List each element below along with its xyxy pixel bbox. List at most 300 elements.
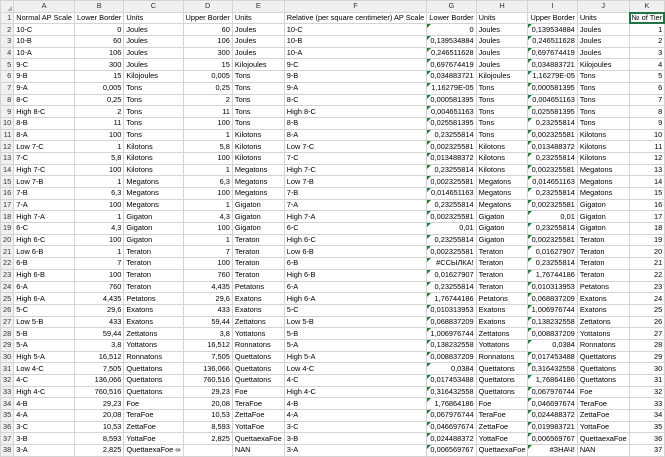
cell[interactable]: ZettaFoe (232, 410, 284, 422)
cell[interactable]: High 6-A (14, 293, 75, 305)
cell[interactable]: 15 (629, 188, 665, 200)
cell[interactable]: 0,013488372 (427, 152, 476, 164)
cell[interactable]: 6-C (284, 223, 426, 235)
cell[interactable]: QuettaexaFoe (577, 433, 629, 445)
cell[interactable]: Megatons (476, 188, 528, 200)
cell[interactable]: Megatons (476, 176, 528, 188)
cell[interactable]: 0,034883721 (528, 59, 577, 71)
cell[interactable]: 8-B (14, 117, 75, 129)
cell[interactable]: Yottatons (232, 328, 284, 340)
cell[interactable]: Exatons (577, 304, 629, 316)
cell[interactable]: 27 (629, 328, 665, 340)
cell[interactable]: 10-B (14, 36, 75, 48)
cell[interactable]: Teraton (577, 246, 629, 258)
cell[interactable]: 0,23255814 (427, 234, 476, 246)
cell[interactable]: Tons (232, 117, 284, 129)
cell[interactable]: 15 (183, 59, 232, 71)
row-header[interactable]: 37 (1, 433, 14, 445)
cell[interactable]: 0,013488372 (528, 141, 577, 153)
cell[interactable]: 59,44 (183, 316, 232, 328)
cell[interactable]: Teraton (232, 234, 284, 246)
cell[interactable]: Tons (476, 117, 528, 129)
header-cell[interactable]: Upper Border (183, 12, 232, 24)
cell[interactable]: Kilotons (577, 152, 629, 164)
cell[interactable]: 32 (629, 386, 665, 398)
cell[interactable]: Quettatons (476, 363, 528, 375)
row-header[interactable]: 29 (1, 339, 14, 351)
cell[interactable]: YottaFoe (232, 421, 284, 433)
cell[interactable]: 0,01627907 (427, 269, 476, 281)
cell[interactable]: Kilojoules (124, 71, 183, 83)
header-cell[interactable]: № of Tier (629, 12, 665, 24)
cell[interactable]: 12 (629, 152, 665, 164)
row-header[interactable]: 7 (1, 82, 14, 94)
cell[interactable]: 0,008837209 (528, 328, 577, 340)
cell[interactable]: Megatons (232, 164, 284, 176)
cell[interactable]: 0,006569767 (427, 445, 476, 457)
cell[interactable]: QuettaexaFoe (476, 445, 528, 457)
cell[interactable]: 1 (74, 246, 123, 258)
cell[interactable]: 106 (74, 47, 123, 59)
cell[interactable]: 5-C (284, 304, 426, 316)
cell[interactable]: 1 (183, 129, 232, 141)
cell[interactable]: 11 (74, 117, 123, 129)
cell[interactable]: Tons (232, 71, 284, 83)
cell[interactable]: 6-A (284, 281, 426, 293)
cell[interactable]: 9-A (284, 82, 426, 94)
column-header-j[interactable]: J (577, 1, 629, 13)
cell[interactable]: 16 (629, 199, 665, 211)
row-header[interactable]: 32 (1, 375, 14, 387)
cell[interactable]: 0,246511628 (528, 36, 577, 48)
cell[interactable]: Teraton (124, 246, 183, 258)
cell[interactable]: Kilotons (124, 152, 183, 164)
cell[interactable]: Kilotons (476, 164, 528, 176)
cell[interactable]: High 5-A (284, 351, 426, 363)
cell[interactable]: 0,01 (528, 211, 577, 223)
cell[interactable]: 36 (629, 433, 665, 445)
column-header-f[interactable]: F (284, 1, 426, 13)
cell[interactable]: 31 (629, 375, 665, 387)
column-header-b[interactable]: B (74, 1, 123, 13)
cell[interactable]: 26 (629, 316, 665, 328)
cell[interactable]: 5-A (14, 339, 75, 351)
row-header[interactable]: 17 (1, 199, 14, 211)
cell[interactable]: 0,139534884 (528, 24, 577, 36)
cell[interactable]: Megatons (232, 188, 284, 200)
cell[interactable]: 1 (183, 164, 232, 176)
cell[interactable]: Low 7-B (284, 176, 426, 188)
cell[interactable]: 1 (74, 141, 123, 153)
header-cell[interactable]: Units (476, 12, 528, 24)
select-all-corner[interactable] (1, 1, 14, 13)
cell[interactable]: 433 (183, 304, 232, 316)
header-cell[interactable]: Units (232, 12, 284, 24)
cell[interactable]: Exatons (232, 293, 284, 305)
cell[interactable]: 22 (629, 269, 665, 281)
cell[interactable]: 9-B (284, 71, 426, 83)
cell[interactable]: Kilotons (476, 152, 528, 164)
cell[interactable]: High 6-B (14, 269, 75, 281)
cell[interactable]: 0,010313953 (427, 304, 476, 316)
cell[interactable]: 1 (74, 176, 123, 188)
row-header[interactable]: 12 (1, 141, 14, 153)
cell[interactable]: Megatons (124, 188, 183, 200)
cell[interactable]: 0,006569767 (528, 433, 577, 445)
cell[interactable]: 7-C (14, 152, 75, 164)
cell[interactable]: 29 (629, 351, 665, 363)
cell[interactable]: 0,138232558 (427, 339, 476, 351)
cell[interactable]: YottaFoe (476, 433, 528, 445)
column-header-c[interactable]: C (124, 1, 183, 13)
row-header[interactable]: 31 (1, 363, 14, 375)
cell[interactable]: 37 (629, 445, 665, 457)
cell[interactable]: Tons (476, 106, 528, 118)
row-header[interactable]: 10 (1, 117, 14, 129)
cell[interactable]: 7 (74, 258, 123, 270)
cell[interactable]: High 6-A (284, 293, 426, 305)
cell[interactable]: 3-A (14, 445, 75, 457)
cell[interactable]: Exatons (232, 304, 284, 316)
row-header[interactable]: 35 (1, 410, 14, 422)
cell[interactable]: 1 (183, 199, 232, 211)
cell[interactable]: 100 (183, 152, 232, 164)
cell[interactable]: YottaFoe (124, 433, 183, 445)
row-header[interactable]: 4 (1, 47, 14, 59)
row-header[interactable]: 3 (1, 36, 14, 48)
cell[interactable]: 9-C (14, 59, 75, 71)
cell[interactable]: 28 (629, 339, 665, 351)
cell[interactable]: 17 (629, 211, 665, 223)
cell[interactable]: 0,002325581 (427, 211, 476, 223)
cell[interactable]: 0,000581395 (427, 94, 476, 106)
cell[interactable]: 0,068837209 (427, 316, 476, 328)
cell[interactable]: Gigaton (124, 223, 183, 235)
cell[interactable]: 6-C (14, 223, 75, 235)
cell[interactable]: 0,246511628 (427, 47, 476, 59)
cell[interactable]: Teraton (124, 281, 183, 293)
cell[interactable]: QuettaexaFoe (232, 433, 284, 445)
cell[interactable]: Gigaton (577, 211, 629, 223)
cell[interactable]: 11 (629, 141, 665, 153)
row-header[interactable]: 15 (1, 176, 14, 188)
cell[interactable]: Petatons (124, 293, 183, 305)
row-header[interactable]: 33 (1, 386, 14, 398)
cell[interactable]: 0,316432558 (427, 386, 476, 398)
cell[interactable]: Joules (577, 47, 629, 59)
cell[interactable]: 4,3 (74, 223, 123, 235)
cell[interactable]: 100 (183, 258, 232, 270)
cell[interactable]: 23 (629, 281, 665, 293)
cell[interactable]: 100 (74, 234, 123, 246)
cell[interactable]: Gigaton (124, 211, 183, 223)
cell[interactable]: 29,6 (183, 293, 232, 305)
cell[interactable]: Tons (577, 106, 629, 118)
cell[interactable]: 5-B (14, 328, 75, 340)
cell[interactable]: Quettatons (577, 363, 629, 375)
cell[interactable]: Low 5-B (284, 316, 426, 328)
cell[interactable]: Gigaton (232, 199, 284, 211)
cell[interactable]: Exatons (124, 316, 183, 328)
cell[interactable]: 0 (74, 24, 123, 36)
cell[interactable]: 10-A (14, 47, 75, 59)
cell[interactable]: 9-C (284, 59, 426, 71)
cell[interactable]: Zettatons (577, 316, 629, 328)
cell[interactable]: 136,066 (183, 363, 232, 375)
cell[interactable]: 0,008837209 (427, 351, 476, 363)
cell[interactable]: Teraton (476, 258, 528, 270)
cell[interactable]: 0,067976744 (528, 386, 577, 398)
cell[interactable]: 0,025581395 (427, 117, 476, 129)
cell[interactable]: 1,006976744 (528, 304, 577, 316)
cell[interactable]: 1 (629, 24, 665, 36)
cell[interactable]: Megatons (577, 164, 629, 176)
cell[interactable]: 8-A (14, 129, 75, 141)
cell[interactable]: High 8-C (284, 106, 426, 118)
cell[interactable]: High 7-A (14, 211, 75, 223)
cell[interactable]: 0,046697674 (528, 398, 577, 410)
cell[interactable]: 59,44 (74, 328, 123, 340)
cell[interactable]: TeraFoe (124, 410, 183, 422)
cell[interactable]: Quettatons (124, 363, 183, 375)
cell[interactable]: 0,23255814 (528, 117, 577, 129)
cell[interactable]: Tons (476, 94, 528, 106)
cell[interactable]: 3-C (14, 421, 75, 433)
cell[interactable]: 0,017453488 (528, 351, 577, 363)
cell[interactable]: 10-C (14, 24, 75, 36)
cell[interactable]: NAN (232, 445, 284, 457)
row-header[interactable]: 20 (1, 234, 14, 246)
cell[interactable]: Tons (476, 129, 528, 141)
cell[interactable]: Quettatons (476, 386, 528, 398)
cell[interactable]: 2 (74, 106, 123, 118)
cell[interactable]: Joules (476, 36, 528, 48)
cell[interactable]: 5-C (14, 304, 75, 316)
cell[interactable]: Joules (124, 59, 183, 71)
cell[interactable]: #ССЫЛКА! (427, 258, 476, 270)
header-cell[interactable]: Relative (per square centimeter) AP Scale (284, 12, 426, 24)
cell[interactable]: 2,825 (74, 445, 123, 457)
cell[interactable]: Megatons (577, 188, 629, 200)
cell[interactable]: 0,067976744 (427, 410, 476, 422)
cell[interactable]: 0,014651163 (427, 188, 476, 200)
cell[interactable]: 1,006976744 (427, 328, 476, 340)
cell[interactable]: 0,004651163 (528, 94, 577, 106)
cell[interactable]: 0,005 (183, 71, 232, 83)
cell[interactable]: Tons (124, 94, 183, 106)
cell[interactable]: Yottatons (577, 328, 629, 340)
cell[interactable]: 0,005 (74, 82, 123, 94)
cell[interactable]: Tons (476, 82, 528, 94)
cell[interactable]: QuettaexaFoe ∞ (124, 445, 183, 457)
cell[interactable]: 6-A (14, 281, 75, 293)
row-header[interactable]: 28 (1, 328, 14, 340)
cell[interactable]: 20,08 (183, 398, 232, 410)
cell[interactable]: 8,593 (183, 421, 232, 433)
cell[interactable]: Foe (124, 398, 183, 410)
cell[interactable]: YottaFoe (577, 421, 629, 433)
row-header[interactable]: 23 (1, 269, 14, 281)
cell[interactable]: 300 (183, 47, 232, 59)
cell[interactable]: Quettatons (124, 375, 183, 387)
header-cell[interactable]: Units (124, 12, 183, 24)
cell[interactable]: 0,025581395 (528, 106, 577, 118)
cell[interactable]: 8-C (284, 94, 426, 106)
row-header[interactable]: 27 (1, 316, 14, 328)
cell[interactable]: Petatons (577, 281, 629, 293)
cell[interactable]: 6,3 (183, 176, 232, 188)
cell[interactable]: Joules (577, 24, 629, 36)
cell[interactable]: Teraton (577, 269, 629, 281)
cell[interactable]: 6 (629, 82, 665, 94)
cell[interactable]: 3-B (14, 433, 75, 445)
cell[interactable]: 60 (74, 36, 123, 48)
cell[interactable]: 0,23255814 (427, 164, 476, 176)
row-header[interactable]: 14 (1, 164, 14, 176)
cell[interactable]: Megatons (577, 176, 629, 188)
cell[interactable]: 760 (74, 281, 123, 293)
cell[interactable]: 3-B (284, 433, 426, 445)
cell[interactable]: Megatons (124, 176, 183, 188)
cell[interactable]: 5 (629, 71, 665, 83)
cell[interactable]: 2,825 (183, 433, 232, 445)
cell[interactable]: 0,004651163 (427, 106, 476, 118)
cell[interactable]: High 8-C (14, 106, 75, 118)
cell[interactable]: High 7-C (14, 164, 75, 176)
cell[interactable]: 7-A (14, 199, 75, 211)
cell[interactable]: 0,017453488 (427, 375, 476, 387)
cell[interactable]: 0,139534884 (427, 36, 476, 48)
cell[interactable]: TeraFoe (577, 398, 629, 410)
cell[interactable]: 100 (74, 164, 123, 176)
cell[interactable]: 19 (629, 234, 665, 246)
cell[interactable]: 0 (427, 24, 476, 36)
cell[interactable]: Joules (124, 24, 183, 36)
cell[interactable]: Kilotons (577, 129, 629, 141)
cell[interactable]: 29,23 (183, 386, 232, 398)
cell[interactable]: Low 7-B (14, 176, 75, 188)
cell[interactable]: 300 (74, 59, 123, 71)
header-cell[interactable]: Normal AP Scale (14, 12, 75, 24)
cell[interactable]: Joules (476, 24, 528, 36)
column-header-h[interactable]: H (476, 1, 528, 13)
cell[interactable]: 3 (629, 47, 665, 59)
cell[interactable]: 7-A (284, 199, 426, 211)
cell[interactable]: 10 (629, 129, 665, 141)
cell[interactable]: ZettaFoe (476, 421, 528, 433)
cell[interactable]: 3,8 (183, 328, 232, 340)
cell[interactable]: Tons (577, 82, 629, 94)
cell[interactable]: 1 (74, 211, 123, 223)
cell[interactable]: Low 5-B (14, 316, 75, 328)
cell[interactable]: 0,002325581 (528, 129, 577, 141)
cell[interactable]: Petatons (476, 293, 528, 305)
column-header-d[interactable]: D (183, 1, 232, 13)
cell[interactable]: 760 (183, 269, 232, 281)
cell[interactable]: Kilotons (124, 141, 183, 153)
cell[interactable]: Joules (577, 36, 629, 48)
cell[interactable]: 29,6 (74, 304, 123, 316)
row-header[interactable]: 36 (1, 421, 14, 433)
cell[interactable]: 0,034883721 (427, 71, 476, 83)
cell[interactable]: Quettatons (232, 375, 284, 387)
cell[interactable]: 0,697674419 (427, 59, 476, 71)
cell[interactable]: 33 (629, 398, 665, 410)
row-header[interactable]: 2 (1, 24, 14, 36)
cell[interactable]: 0,23255814 (427, 129, 476, 141)
cell[interactable]: Megatons (476, 199, 528, 211)
cell[interactable]: 0,138232558 (528, 316, 577, 328)
cell[interactable]: 10-B (284, 36, 426, 48)
cell[interactable]: 5,8 (183, 141, 232, 153)
cell[interactable]: Ronnatons (124, 351, 183, 363)
cell[interactable]: Teraton (577, 258, 629, 270)
cell[interactable]: Foe (476, 398, 528, 410)
cell[interactable]: 5-A (284, 339, 426, 351)
row-header[interactable]: 9 (1, 106, 14, 118)
row-header[interactable]: 38 (1, 445, 14, 457)
cell[interactable]: Kilotons (476, 141, 528, 153)
cell[interactable]: 2 (629, 36, 665, 48)
cell[interactable]: Joules (232, 36, 284, 48)
row-header[interactable]: 8 (1, 94, 14, 106)
column-header-i[interactable]: I (528, 1, 577, 13)
cell[interactable]: 35 (629, 421, 665, 433)
cell[interactable]: 1,16279E-05 (528, 71, 577, 83)
cell[interactable]: Teraton (476, 281, 528, 293)
cell[interactable]: 0,019983721 (528, 421, 577, 433)
cell[interactable]: 4 (629, 59, 665, 71)
cell[interactable]: Yottatons (124, 339, 183, 351)
row-header[interactable]: 30 (1, 351, 14, 363)
cell[interactable]: ZettaFoe (577, 410, 629, 422)
cell[interactable]: 0,23255814 (528, 223, 577, 235)
cell[interactable]: 100 (183, 223, 232, 235)
cell[interactable]: Quettatons (476, 375, 528, 387)
cell[interactable]: 760,516 (183, 375, 232, 387)
row-header[interactable]: 5 (1, 59, 14, 71)
cell[interactable]: High 5-A (14, 351, 75, 363)
cell[interactable]: 0,002325581 (427, 246, 476, 258)
cell[interactable]: Gigaton (232, 223, 284, 235)
cell[interactable]: Low 6-B (284, 246, 426, 258)
cell[interactable]: Tons (124, 117, 183, 129)
cell[interactable]: Ronnatons (476, 351, 528, 363)
cell[interactable]: 25 (629, 304, 665, 316)
cell[interactable] (183, 445, 232, 457)
cell[interactable]: 4-C (14, 375, 75, 387)
cell[interactable]: Tons (577, 117, 629, 129)
cell[interactable]: 4-B (284, 398, 426, 410)
cell[interactable]: Low 6-B (14, 246, 75, 258)
cell[interactable]: 100 (183, 117, 232, 129)
cell[interactable]: #ЗНАЧ! (528, 445, 577, 457)
cell[interactable]: 100 (183, 188, 232, 200)
cell[interactable]: 4-A (14, 410, 75, 422)
cell[interactable]: Low 7-C (284, 141, 426, 153)
cell[interactable]: Joules (124, 47, 183, 59)
cell[interactable]: Kilojoules (476, 71, 528, 83)
cell[interactable]: 10,53 (74, 421, 123, 433)
cell[interactable]: Exatons (476, 316, 528, 328)
cell[interactable]: 1 (183, 234, 232, 246)
cell[interactable]: 136,066 (74, 375, 123, 387)
cell[interactable]: 0,0384 (528, 339, 577, 351)
cell[interactable]: 10-A (284, 47, 426, 59)
cell[interactable]: 0,000581395 (528, 82, 577, 94)
cell[interactable]: 5,8 (74, 152, 123, 164)
cell[interactable]: Teraton (476, 246, 528, 258)
